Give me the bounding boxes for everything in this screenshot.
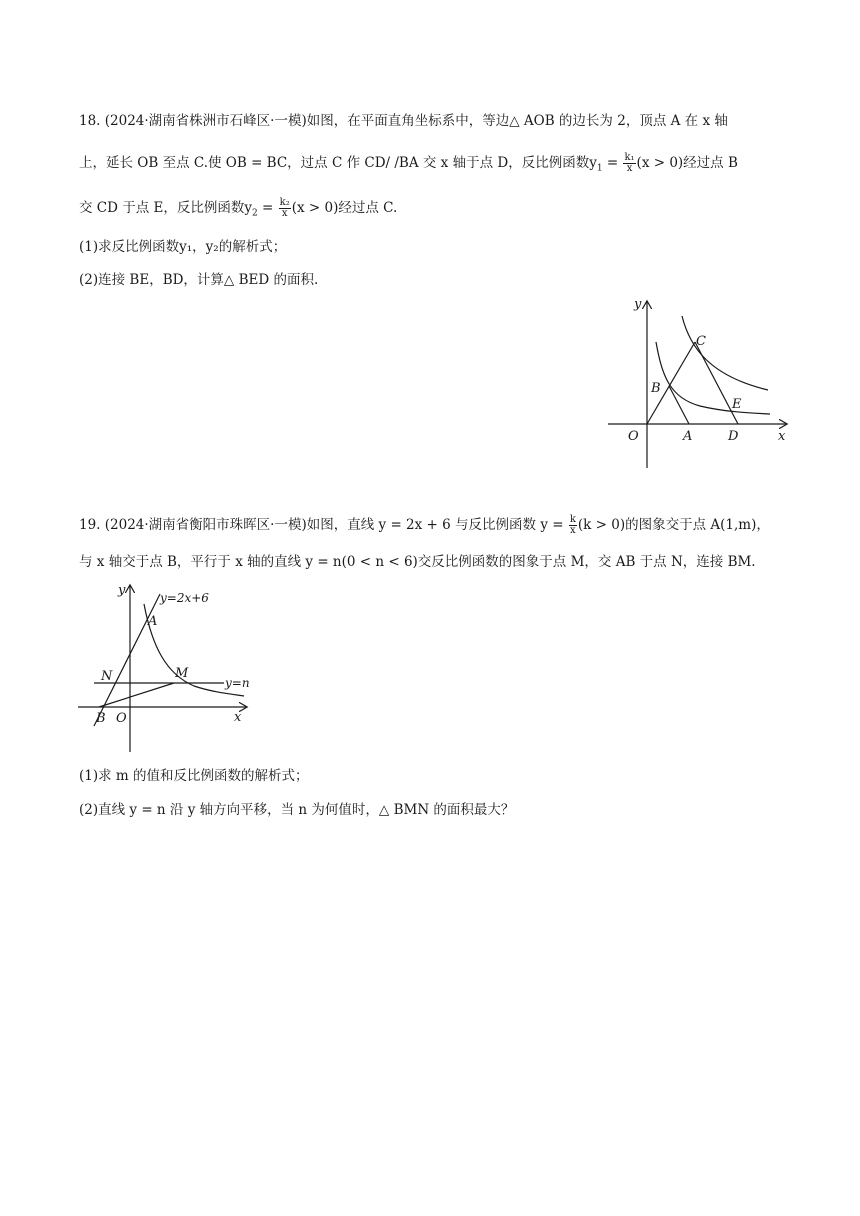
q18-label-o: O [628, 429, 639, 444]
fraction-k2-x: $\frac{\text{k₂}}{x}$ [279, 197, 290, 219]
q19-label-b: B [96, 711, 106, 726]
q19-label-m: M [175, 666, 189, 681]
q18-line-2: 上，延长 OB 至点 C.使 OB = BC，过点 C 作 CD/ /BA 交 x 轴于点 D，反比例函数$y_1$ = $\frac{\text{k₁}}{x}$ (x > 0)经过点 B [79, 152, 738, 174]
q18-label-y: y [634, 297, 642, 312]
q18-curve-y2 [682, 316, 768, 390]
q19-label-a: A [148, 614, 158, 629]
fraction-k1-x: $\frac{\text{k₁}}{x}$ [624, 152, 635, 174]
q19-line-1: 19. (2024·湖南省衡阳市珠晖区·一模)如图，直线 y = 2x + 6 与反比例函数 y = $\frac{k}{x}$ (k > 0)的图象交于点 A(1,m)， [79, 514, 770, 536]
q18-curve-y1 [656, 342, 770, 414]
q18-line-1: 18. (2024·湖南省株洲市石峰区·一模)如图，在平面直角坐标系中，等边△ AOB 的边长为 2，顶点 A 在 x 轴 [79, 113, 728, 129]
q19-label-n: N [101, 669, 113, 684]
q18-label-d: D [728, 429, 739, 444]
q19-line-2: 与 x 轴交于点 B，平行于 x 轴的直线 y = n(0 < n < 6)交反比例函数的图象于点 M，交 AB 于点 N，连接 BM. [79, 554, 756, 570]
q18-line-3: 交 CD 于点 E，反比例函数$y_2$ = $\frac{\text{k₂}}{x}$ (x > 0)经过点 C. [79, 197, 398, 219]
q18-label-e: E [732, 397, 742, 412]
q19-label-o: O [116, 711, 127, 726]
q19-part-2: (2)直线 y = n 沿 y 轴方向平移，当 n 为何值时，△ BMN 的面积最大？ [79, 802, 515, 818]
q18-label-a: A [683, 429, 693, 444]
q18-label-x: x [778, 429, 786, 444]
q19-figure [74, 580, 264, 755]
fraction-k-x: $\frac{k}{x}$ [569, 514, 576, 536]
q18-label-b: B [651, 381, 661, 396]
q19-label-x: x [234, 710, 242, 725]
q18-part-1: (1)求反比例函数y₁，y₂的解析式； [79, 239, 287, 255]
q18-label-c: C [696, 334, 706, 349]
q19-label-y: y [118, 583, 126, 598]
q19-segment-bm [99, 683, 174, 707]
q18-segment-ba [669, 386, 689, 424]
q19-part-1: (1)求 m 的值和反比例函数的解析式； [79, 768, 309, 784]
q19-label-hline: y=n [225, 676, 250, 690]
q19-label-line: y=2x+6 [160, 591, 209, 605]
q18-figure [600, 290, 800, 475]
q18-part-2: (2)连接 BE，BD，计算△ BED 的面积. [79, 272, 319, 288]
